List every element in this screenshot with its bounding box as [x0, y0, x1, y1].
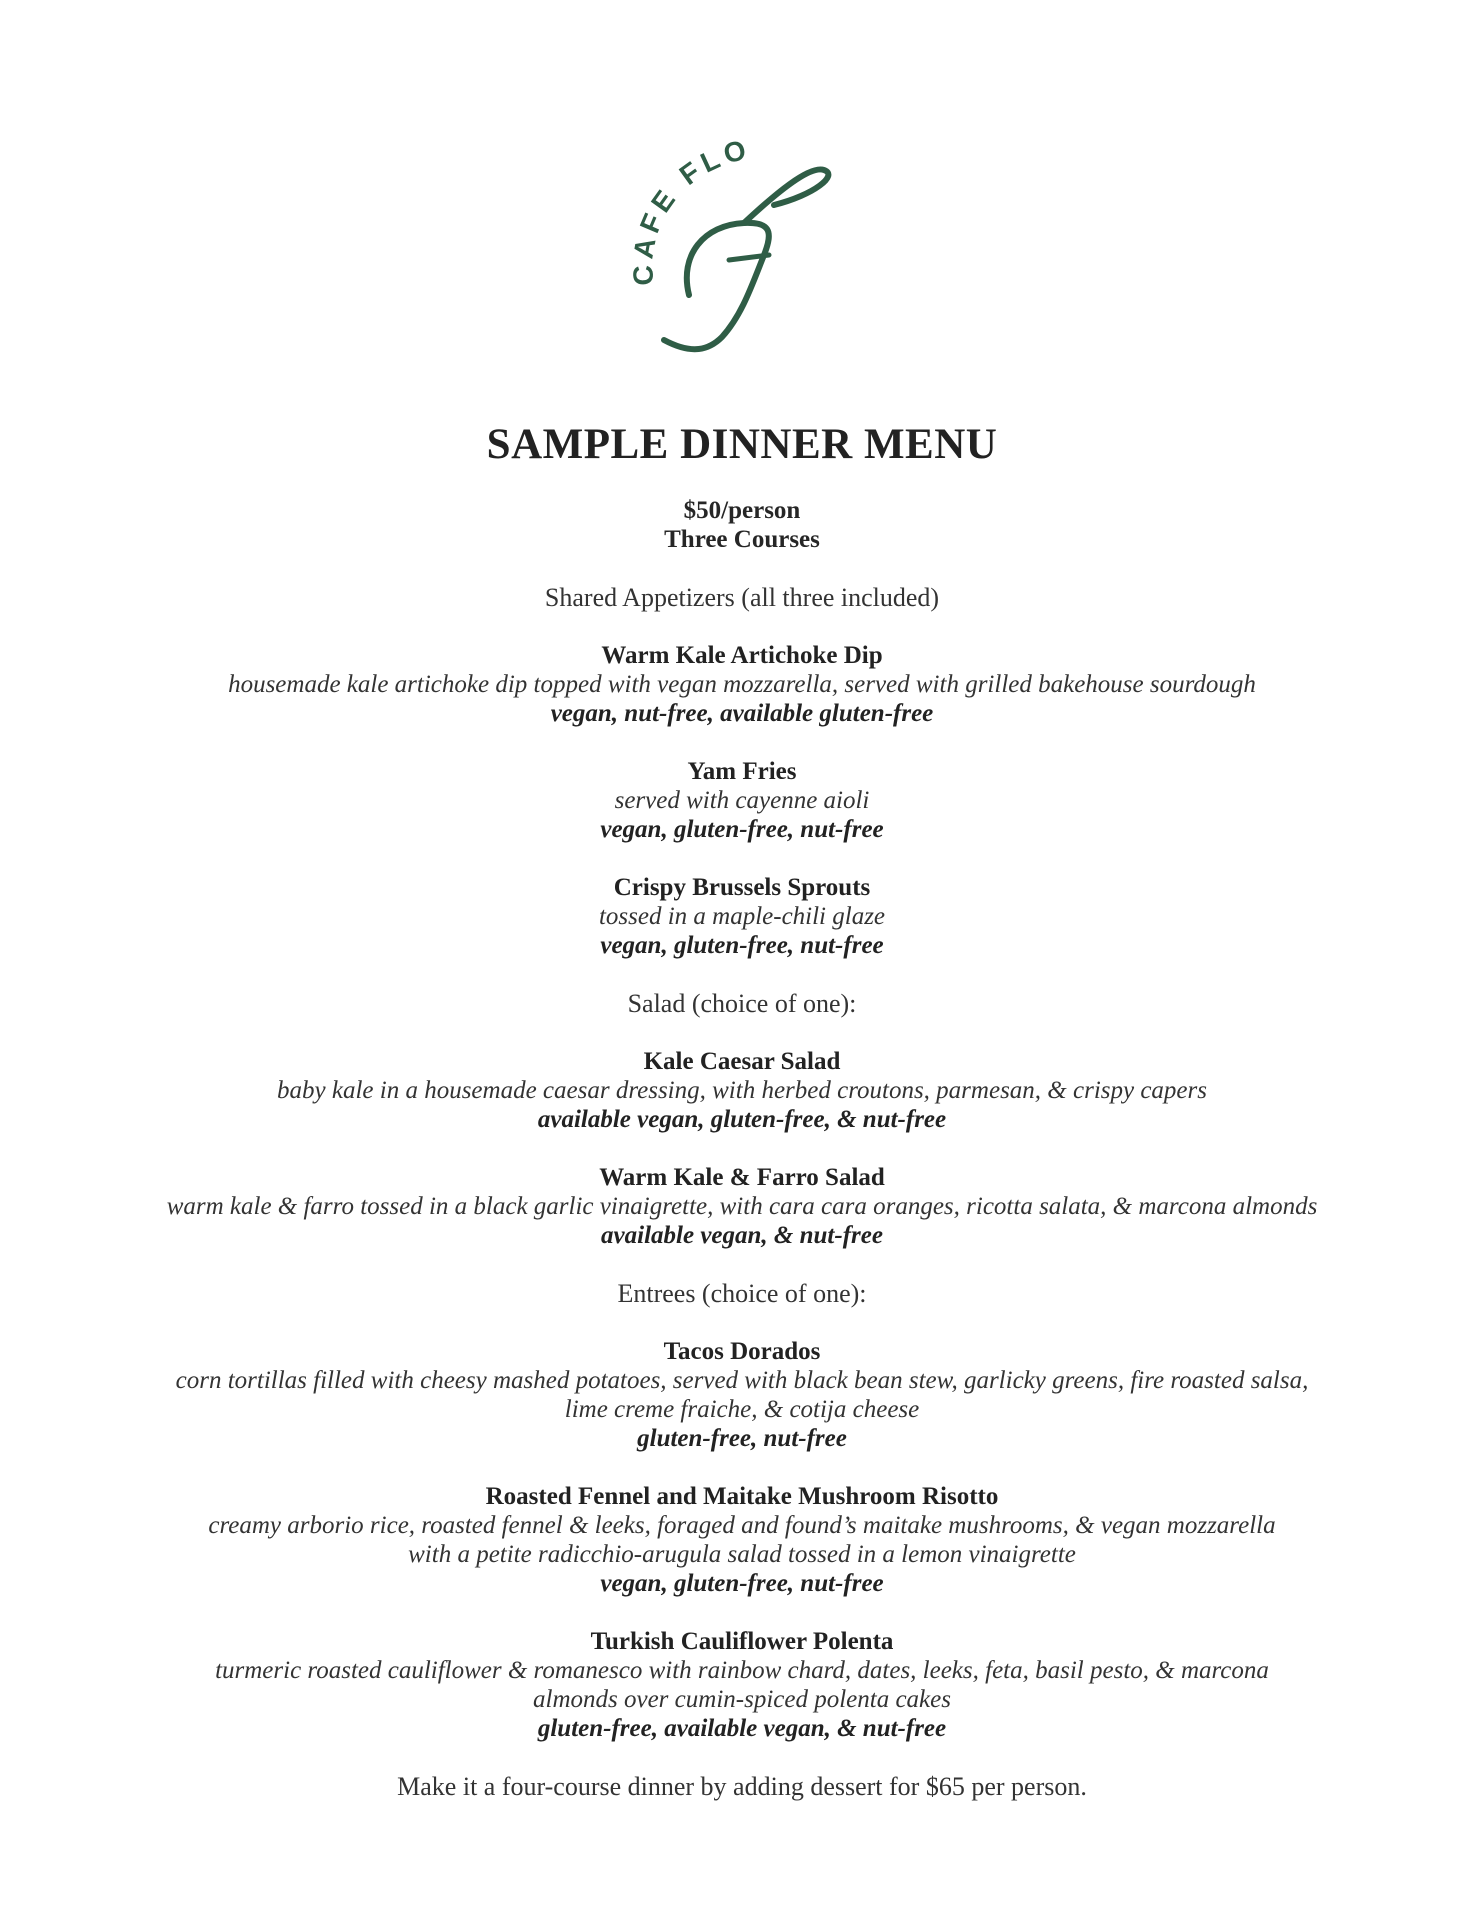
cafe-flora-logo-mark [624, 135, 874, 365]
dish-dietary-tags: gluten-free, nut-free [637, 1425, 847, 1452]
dish-description-line: lime creme fraiche, & cotija cheese [564, 1396, 920, 1423]
section-salad [0, 989, 1484, 1250]
section-heading: Entrees (choice of one): [617, 1279, 867, 1308]
menu-price: $50/person [683, 497, 801, 524]
dish-dietary-tags: available vegan, & nut-free [601, 1222, 883, 1249]
dish-dietary-tags: vegan, gluten-free, nut-free [600, 816, 884, 843]
dish-item [0, 873, 1484, 960]
dessert-upsell-note: Make it a four-course dinner by adding dessert for $65 per person. [397, 1772, 1087, 1801]
dish-description: housemade kale artichoke dip topped with vegan mozzarella, served with grilled bakehouse sourdough [228, 671, 1256, 698]
dish-dietary-tags: vegan, nut-free, available gluten-free [550, 700, 934, 727]
dish-name: Kale Caesar Salad [643, 1048, 841, 1075]
dish-description-line: with a petite radicchio-arugula salad tossed in a lemon vinaigrette [408, 1541, 1076, 1568]
section-appetizers [0, 583, 1484, 960]
logo-monogram-stroke [664, 223, 769, 349]
dish-item [0, 1337, 1484, 1453]
section-heading: Salad (choice of one): [627, 989, 857, 1018]
price-block [0, 496, 1484, 554]
dish-dietary-tags: vegan, gluten-free, nut-free [600, 932, 884, 959]
dish-dietary-tags: vegan, gluten-free, nut-free [600, 1570, 884, 1597]
dish-name: Warm Kale Artichoke Dip [601, 642, 883, 669]
section-heading: Shared Appetizers (all three included) [544, 583, 940, 612]
dish-name: Tacos Dorados [663, 1338, 821, 1365]
menu-title: SAMPLE DINNER MENU [486, 421, 998, 468]
dish-description-line: creamy arborio rice, roasted fennel & leeks, foraged and found’s maitake mushrooms, & vegan mozzarella [208, 1512, 1276, 1539]
logo-monogram-flourish [744, 169, 828, 223]
dish-name: Turkish Cauliflower Polenta [590, 1628, 894, 1655]
dish-description: warm kale & farro tossed in a black garlic vinaigrette, with cara cara oranges, ricotta salata, & marcona almonds [166, 1193, 1318, 1220]
dish-description-line: turmeric roasted cauliflower & romanesco with rainbow chard, dates, leeks, feta, basil pesto, & marcona [215, 1657, 1269, 1684]
dish-description-line: almonds over cumin-spiced polenta cakes [533, 1686, 951, 1713]
dish-item [0, 1163, 1484, 1250]
menu-courses: Three Courses [664, 526, 820, 553]
section-entrees [0, 1279, 1484, 1743]
dish-description: tossed in a maple-chili glaze [598, 903, 886, 930]
dish-description-line: corn tortillas filled with cheesy mashed potatoes, served with black bean stew, garlicky greens, fire roasted salsa, [175, 1367, 1309, 1394]
dish-item [0, 1482, 1484, 1598]
dish-description: served with cayenne aioli [614, 787, 870, 814]
cafe-flora-logo [624, 135, 874, 365]
dish-item [0, 1627, 1484, 1743]
dish-item [0, 1047, 1484, 1134]
dish-name: Roasted Fennel and Maitake Mushroom Risotto [485, 1483, 999, 1510]
dish-item [0, 757, 1484, 844]
logo-brand-text: CAFE FLO [627, 135, 754, 287]
dish-item [0, 641, 1484, 728]
dish-dietary-tags: available vegan, gluten-free, & nut-free [537, 1106, 947, 1133]
dinner-menu [0, 415, 1484, 1801]
dish-name: Yam Fries [687, 758, 797, 785]
dish-description: baby kale in a housemade caesar dressing, with herbed croutons, parmesan, & crispy capers [277, 1077, 1207, 1104]
dish-name: Crispy Brussels Sprouts [613, 874, 871, 901]
dish-dietary-tags: gluten-free, available vegan, & nut-free [537, 1715, 947, 1742]
dish-name: Warm Kale & Farro Salad [599, 1164, 885, 1191]
